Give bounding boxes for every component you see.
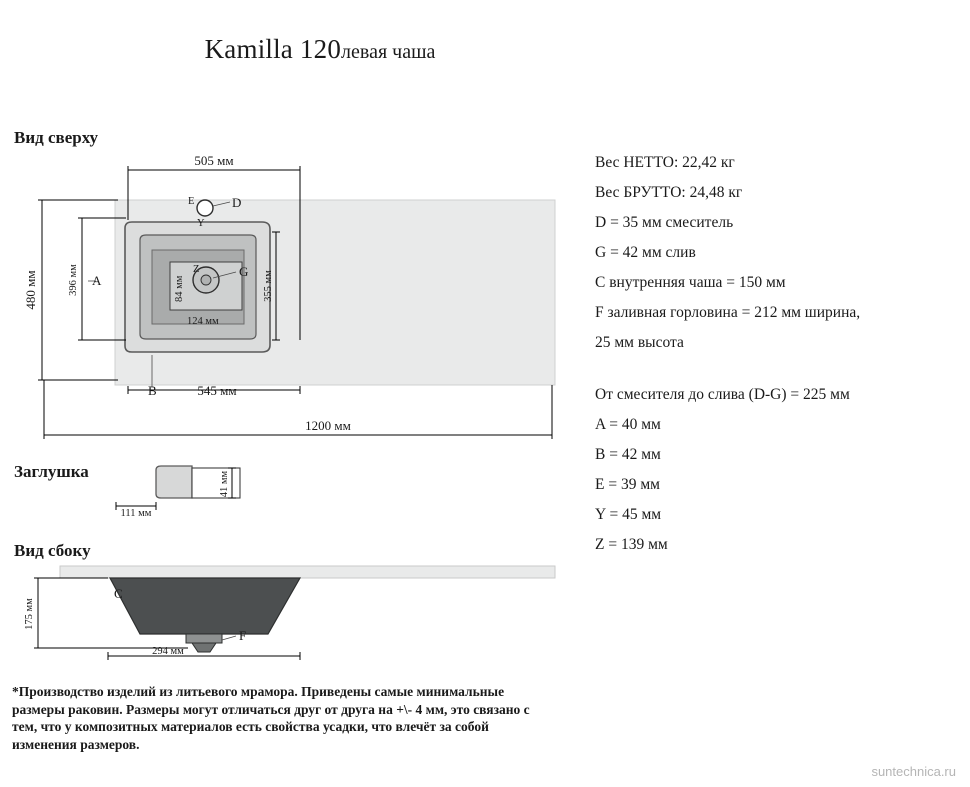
dim-294: 294 мм: [152, 646, 184, 657]
dim-545: 545 мм: [197, 383, 237, 398]
product-variant: левая чаша: [341, 41, 436, 63]
plug-flange: [192, 468, 240, 498]
dim-480: 480 мм: [23, 270, 38, 310]
spec-row: Вес НЕТТО: 22,42 кг: [595, 154, 735, 171]
label-b: B: [148, 383, 157, 398]
drain-spout: [192, 643, 216, 652]
label-f: F: [239, 628, 247, 643]
dim-505: 505 мм: [194, 153, 234, 168]
spec-row: 25 мм высота: [595, 334, 684, 351]
dim-355: 355 мм: [263, 270, 274, 302]
spec-row: Z = 139 мм: [595, 536, 668, 553]
product-model: Kamilla 120: [204, 34, 342, 64]
spec-row: E = 39 мм: [595, 476, 660, 493]
watermark: suntechnica.ru: [871, 764, 956, 779]
drawing-plug: [0, 458, 330, 528]
drain-hole-center: [201, 275, 211, 285]
dim-plug-height: 41 мм: [219, 470, 230, 498]
label-a: A: [92, 273, 102, 288]
drain-neck: [186, 634, 222, 643]
label-g: G: [239, 264, 249, 279]
plug-body: [156, 466, 192, 498]
spec-spacer: [595, 358, 965, 380]
page-title: [0, 34, 640, 65]
footnote: *Производство изделий из литьевого мрамора. Приведены самые минимальные размеры раковин. Размеры могут отличаться друг от друга на +\- 4 мм, это связано с тем, что у композитных материалов есть свойства усадки, что влечёт за собой изменения размеров.: [12, 684, 530, 752]
spec-row: F заливная горловина = 212 мм ширина,: [595, 304, 861, 321]
dim-396: 396 мм: [68, 264, 79, 296]
drawing-side-view: [0, 556, 580, 676]
spec-row: Вес БРУТТО: 24,48 кг: [595, 184, 743, 201]
dim-1200: 1200 мм: [305, 418, 351, 433]
label-c: C: [114, 586, 123, 601]
label-y: Y: [197, 218, 205, 229]
dim-drain-width: 124 мм: [187, 316, 219, 327]
slab-edge: [60, 566, 555, 578]
dim-drain-height: 84 мм: [174, 275, 185, 302]
heading-top-view: Вид сверху: [14, 128, 99, 147]
faucet-hole: [197, 200, 213, 216]
spec-row: C внутренняя чаша = 150 мм: [595, 274, 786, 291]
label-e: E: [188, 196, 195, 207]
heading-plug: Заглушка: [14, 462, 89, 481]
spec-row: Y = 45 мм: [595, 506, 662, 523]
dim-plug-width: 111 мм: [120, 508, 152, 519]
label-d: D: [232, 195, 242, 210]
spec-row: G = 42 мм слив: [595, 244, 696, 261]
dim-175: 175 мм: [24, 598, 35, 630]
spec-row: A = 40 мм: [595, 416, 661, 433]
spec-row: От смесителя до слива (D-G) = 225 мм: [595, 386, 850, 403]
heading-side-view: Вид сбоку: [14, 541, 91, 560]
spec-row: D = 35 мм смеситель: [595, 214, 734, 231]
bowl-profile: [110, 578, 300, 634]
label-z: Z: [193, 264, 200, 275]
spec-list: [595, 148, 965, 560]
spec-row: B = 42 мм: [595, 446, 661, 463]
drawing-top-view: [0, 150, 580, 450]
